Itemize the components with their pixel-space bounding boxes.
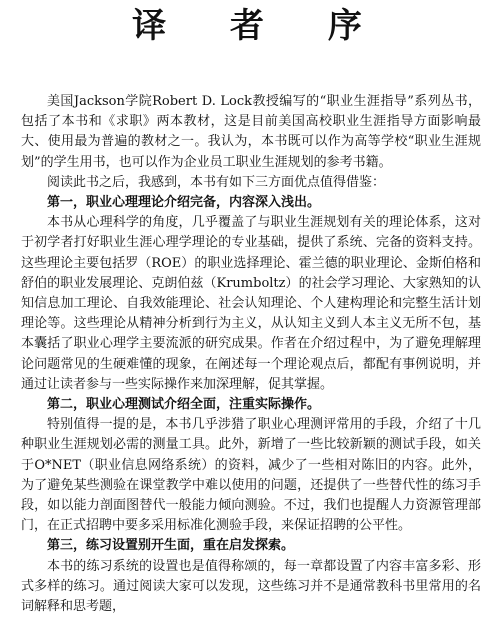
paragraph-section-2: 特别值得一提的是，本书几乎涉猎了职业心理测评常用的手段，介绍了十几种职业生涯规划必需的测量工具。此外，新增了一些比较新颖的测试手段，如关于O*NET（职业信息网络系统）的资料，减少了一些相对陈旧的内容。此外，为了避免某些测验在课堂教学中难以使用的问题，还提供了一些替代性的练习手段，如以能力剖面图替代一般能力倾向测验。不过，我们也提醒人力资源管理部门，在正式招聘中要多采用标准化测验手段，来保证招聘的公平性。	[21, 417, 481, 534]
paragraph-intro: 美国Jackson学院Robert D. Lock教授编写的“职业生涯指导”系列丛书，包括了本书和《求职》两本教材，这是目前美国高校职业生涯指导方面影响最大、使用最为普遍的教材之一。我认为，本书既可以作为高等学校“职业生涯规划”的学生用书，也可以作为企业员工职业生涯规划的参考书籍。	[21, 94, 481, 170]
page-title: 译 者 序	[132, 6, 388, 46]
body-text	[21, 92, 481, 617]
paragraph-section-1: 本书从心理科学的角度，几乎覆盖了与职业生涯规划有关的理论体系，这对于初学者打好职业生涯心理学理论的专业基础，提供了系统、完备的资料支持。这些理论主要包括罗（ROE）的职业选择理论、霍兰德的职业理论、金斯伯格和舒伯的职业发展理论、克朗伯兹（Krumboltz）的社会学习理论、大家熟知的认知信息加工理论、自我效能理论、社会认知理论、个人建构理论和完整生活计划理论等。这些理论从精神分析到行为主义，从认知主义到人本主义无所不包，基本囊括了职业心理学主要流派的研究成果。作者在介绍过程中，为了避免理解理论问题常见的生硬难懂的现象，在阐述每一个理论观点后，都配有事例说明，并通过让读者参与一些实际操作来加深理解，促其掌握。	[21, 215, 481, 392]
section-heading-3: 第三，练习设置别开生面，重在启发探索。	[47, 538, 295, 554]
paragraph-section-3: 本书的练习系统的设置也是值得称颂的，每一章都设置了内容丰富多彩、形式多样的练习。通过阅读大家可以发现，这些练习并不是通常教科书里常用的名词解释和思考题，	[21, 558, 481, 615]
section-heading-2: 第二，职业心理测试介绍全面，注重实际操作。	[47, 397, 321, 413]
paragraph-summary: 阅读此书之后，我感到，本书有如下三方面优点值得借鉴：	[47, 174, 386, 190]
section-heading-1: 第一，职业心理理论介绍完备，内容深入浅出。	[47, 195, 321, 211]
